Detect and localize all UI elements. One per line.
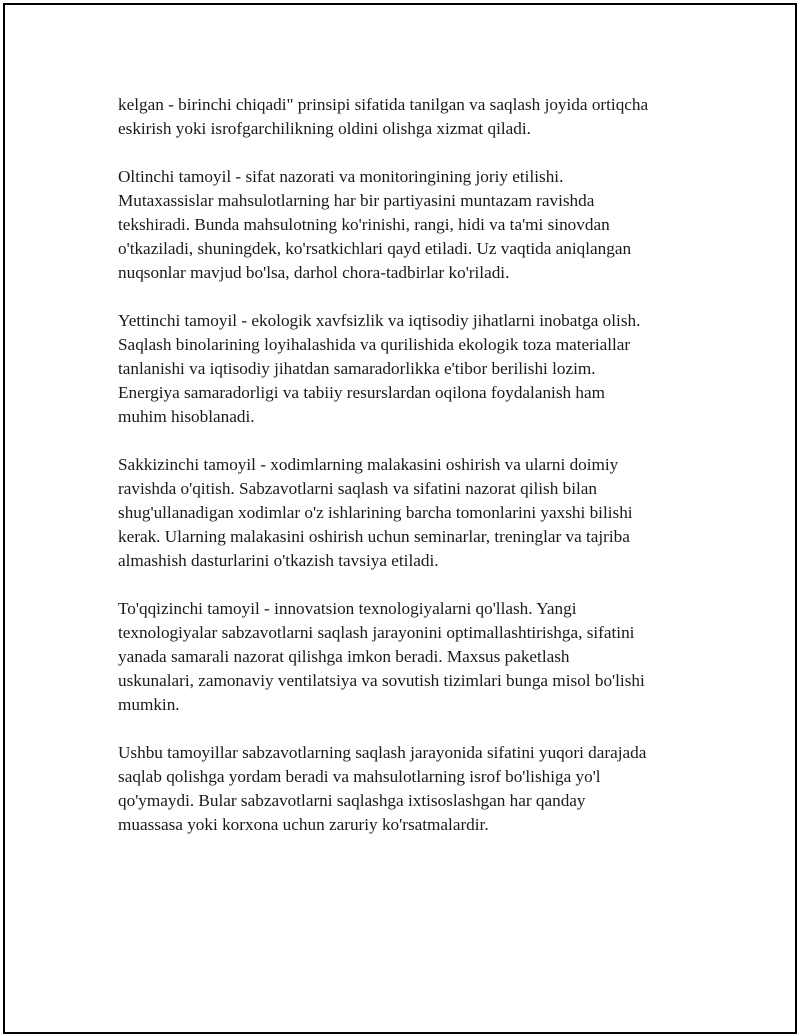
text-line: Mutaxassislar mahsulotlarning har bir partiyasini muntazam ravishda (118, 191, 595, 210)
text-line: mumkin. (118, 695, 180, 714)
text-line: qo'ymaydi. Bular sabzavotlarni saqlashga ixtisoslashgan har qanday (118, 791, 586, 810)
text-line: almashish dasturlarini o'tkazish tavsiya etiladi. (118, 551, 439, 570)
text-line: Energiya samaradorligi va tabiiy resurslardan oqilona foydalanish ham (118, 383, 605, 402)
text-line: tanlanishi va iqtisodiy jihatdan samaradorlikka e'tibor berilishi lozim. (118, 359, 596, 378)
text-line: muhim hisoblanadi. (118, 407, 255, 426)
paragraph-seventh-principle (118, 309, 698, 429)
text-line: o'tkaziladi, shuningdek, ko'rsatkichlari qayd etiladi. Uz vaqtida aniqlangan (118, 239, 632, 258)
paragraph-ninth-principle (118, 597, 698, 717)
text-line: kerak. Ularning malakasini oshirish uchun seminarlar, treninglar va tajriba (118, 527, 630, 546)
text-line: Sakkizinchi tamoyil - xodimlarning malakasini oshirish va ularni doimiy (118, 455, 619, 474)
paragraph-eighth-principle (118, 453, 698, 573)
text-line: Ushbu tamoyillar sabzavotlarning saqlash jarayonida sifatini yuqori darajada (118, 743, 647, 762)
text-line: muassasa yoki korxona uchun zaruriy ko'rsatmalardir. (118, 815, 489, 834)
text-line: saqlab qolishga yordam beradi va mahsulotlarning isrof bo'lishiga yo'l (118, 767, 601, 786)
document-body (118, 93, 698, 861)
text-line: tekshiradi. Bunda mahsulotning ko'rinishi, rangi, hidi va ta'mi sinovdan (118, 215, 610, 234)
text-line: Oltinchi tamoyil - sifat nazorati va monitoringining joriy etilishi. (118, 167, 564, 186)
paragraph-conclusion (118, 741, 698, 837)
text-line: Saqlash binolarining loyihalashida va qurilishida ekologik toza materiallar (118, 335, 631, 354)
paragraph-fifo-continuation (118, 93, 698, 141)
text-line: uskunalari, zamonaviy ventilatsiya va sovutish tizimlari bunga misol bo'lishi (118, 671, 645, 690)
text-line: eskirish yoki isrofgarchilikning oldini olishga xizmat qiladi. (118, 119, 531, 138)
text-line: nuqsonlar mavjud bo'lsa, darhol chora-tadbirlar ko'riladi. (118, 263, 510, 282)
text-line: texnologiyalar sabzavotlarni saqlash jarayonini optimallashtirishga, sifatini (118, 623, 635, 642)
paragraph-sixth-principle (118, 165, 698, 285)
text-line: ravishda o'qitish. Sabzavotlarni saqlash va sifatini nazorat qilish bilan (118, 479, 597, 498)
text-line: Yettinchi tamoyil - ekologik xavfsizlik va iqtisodiy jihatlarni inobatga olish. (118, 311, 641, 330)
text-line: yanada samarali nazorat qilishga imkon beradi. Maxsus paketlash (118, 647, 570, 666)
text-line: kelgan - birinchi chiqadi" prinsipi sifatida tanilgan va saqlash joyida ortiqcha (118, 95, 649, 114)
text-line: shug'ullanadigan xodimlar o'z ishlarining barcha tomonlarini yaxshi bilishi (118, 503, 633, 522)
text-line: To'qqizinchi tamoyil - innovatsion texnologiyalarni qo'llash. Yangi (118, 599, 577, 618)
